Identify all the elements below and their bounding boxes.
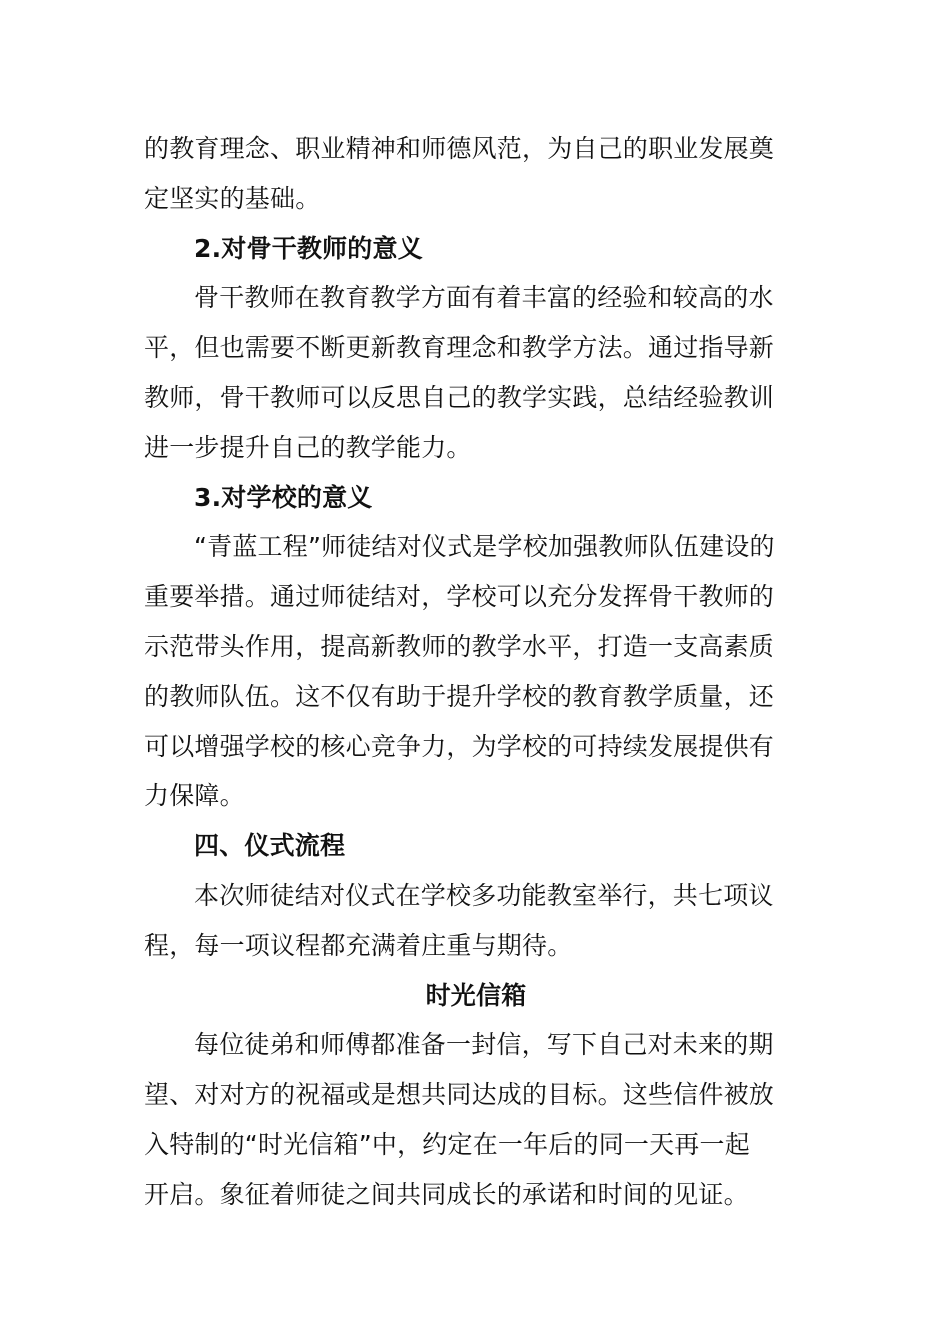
paragraph-line: 定坚实的基础。 (144, 183, 321, 213)
paragraph-line: 开启。象征着师徒之间共同成长的承诺和时间的见证。 (144, 1179, 749, 1209)
paragraph-line: 的教育理念、职业精神和师德风范，为自己的职业发展奠 (144, 134, 775, 163)
paragraph-line: 教师，骨干教师可以反思自己的教学实践，总结经验教训 (144, 382, 775, 412)
center-heading: 时光信箱 (425, 980, 527, 1010)
paragraph-line: 平，但也需要不断更新教育理念和教学方法。通过指导新 (144, 333, 775, 363)
paragraph-line: 程，每一项议程都充满着庄重与期待。 (144, 930, 573, 960)
paragraph-line: 入特制的“时光信箱”中，约定在一年后的同一天再一起 (144, 1129, 750, 1159)
paragraph-line: 骨干教师在教育教学方面有着丰富的经验和较高的水 (194, 283, 774, 313)
document-page (144, 124, 808, 1220)
paragraph-line: “青蓝工程”师徒结对仪式是学校加强教师队伍建设的 (194, 532, 775, 562)
paragraph-line: 望、对对方的祝福或是想共同达成的目标。这些信件被放 (144, 1080, 775, 1110)
paragraph-line: 进一步提升自己的教学能力。 (144, 432, 472, 462)
paragraph-line: 重要举措。通过师徒结对，学校可以充分发挥骨干教师的 (144, 582, 775, 612)
section-heading: 2.对骨干教师的意义 (194, 233, 423, 263)
paragraph-line: 力保障。 (144, 781, 245, 811)
paragraph-line: 本次师徒结对仪式在学校多功能教室举行，共七项议 (194, 880, 774, 910)
paragraph-line: 可以增强学校的核心竞争力，为学校的可持续发展提供有 (144, 731, 775, 761)
section-heading: 3.对学校的意义 (194, 482, 373, 512)
paragraph-line: 每位徒弟和师傅都准备一封信，写下自己对未来的期 (194, 1030, 774, 1060)
paragraph-line: 的教师队伍。这不仅有助于提升学校的教育教学质量，还 (144, 681, 775, 711)
paragraph-line: 示范带头作用，提高新教师的教学水平，打造一支高素质 (144, 631, 775, 661)
section-heading: 四、仪式流程 (194, 831, 346, 861)
